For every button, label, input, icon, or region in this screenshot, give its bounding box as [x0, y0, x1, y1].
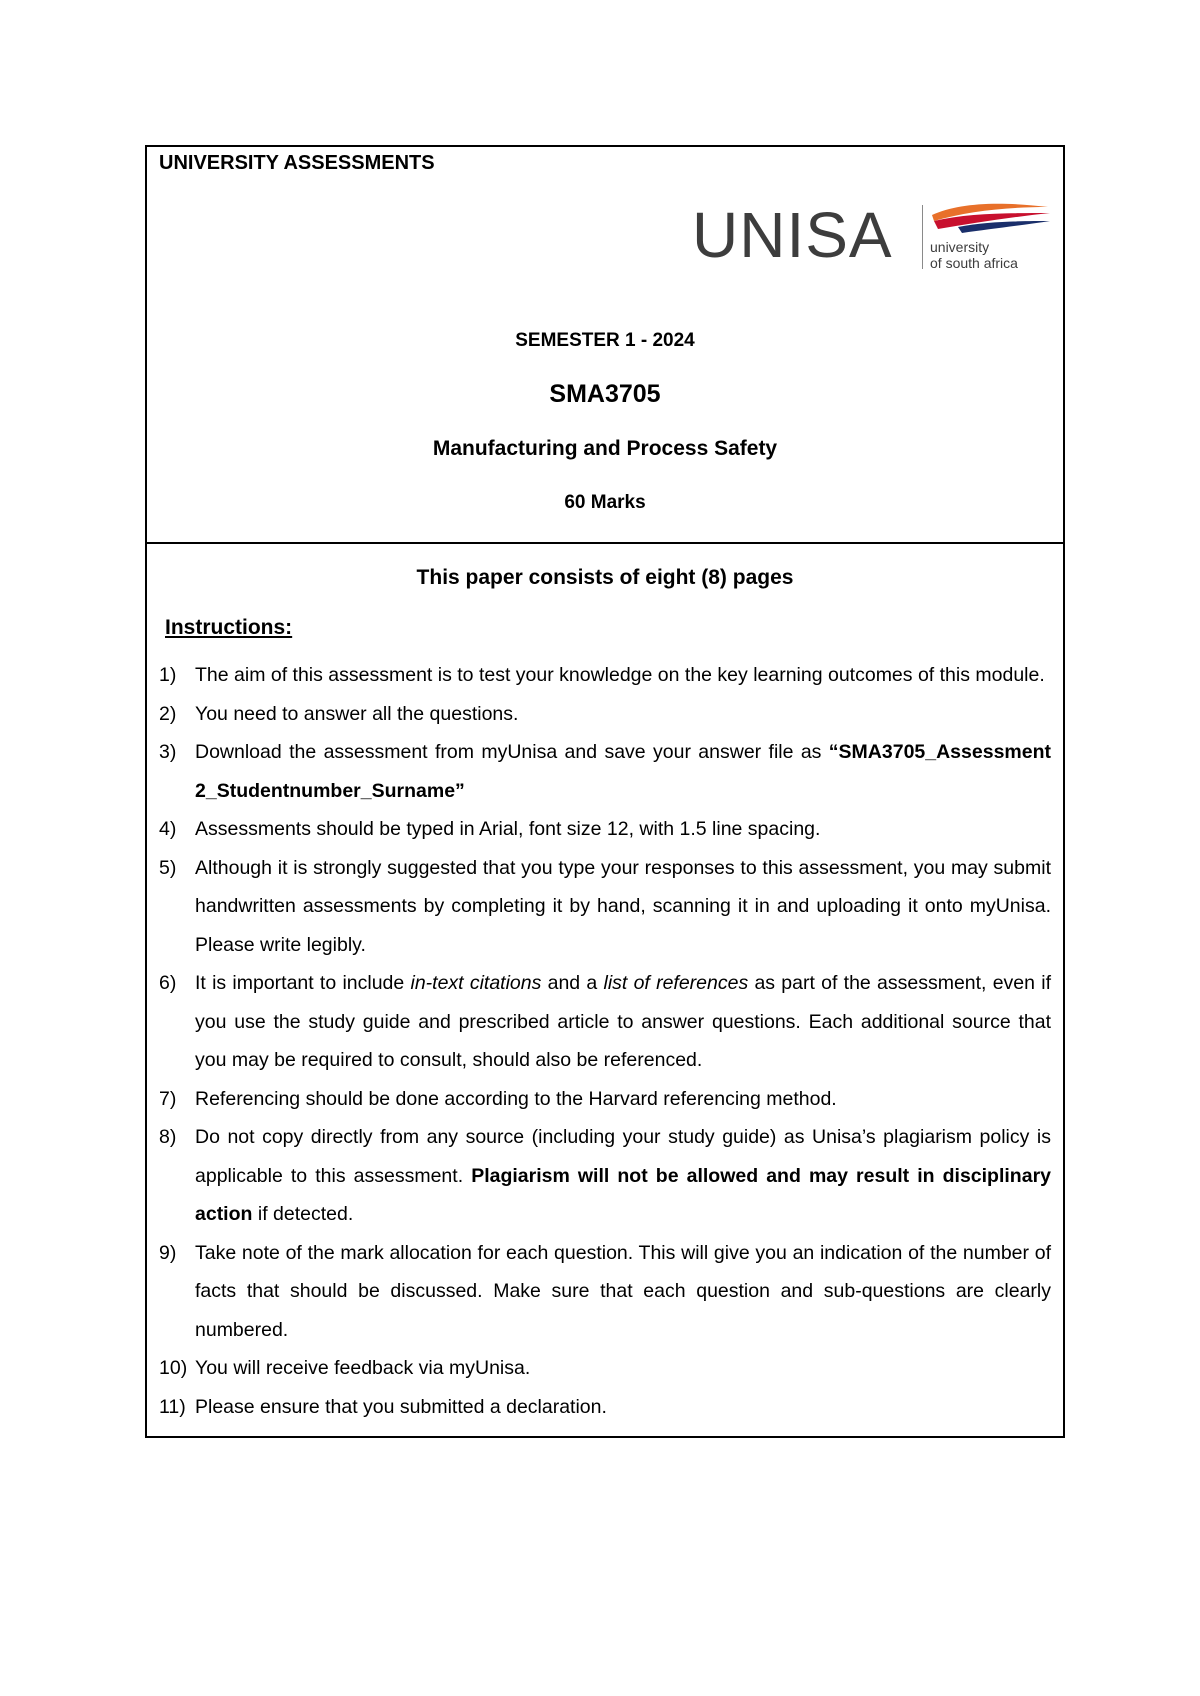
logo-sub-line2: of south africa [930, 255, 1018, 271]
list-of-references-term: list of references [603, 972, 749, 994]
instruction-text: You will receive feedback via myUnisa. [195, 1357, 531, 1379]
instruction-item [159, 810, 1051, 849]
instruction-text: Although it is strongly suggested that you type your responses to this assessment, you may submit handwritten assessments by completing it by hand, scanning it in and uploading it onto myUnisa. Please write legibly. [195, 856, 1051, 956]
instruction-text: It is important to include [195, 972, 411, 994]
instruction-item [159, 849, 1051, 965]
instruction-item [159, 656, 1051, 695]
semester-label: SEMESTER 1 - 2024 [515, 330, 695, 351]
instruction-text: You need to answer all the questions. [195, 702, 519, 725]
instruction-text: The aim of this assessment is to test your knowledge on the key learning outcomes of this module. [195, 664, 1045, 686]
unisa-logo [692, 201, 1052, 281]
instruction-text: Please ensure that you submitted a declaration. [195, 1395, 607, 1418]
cover-header-cell [147, 147, 1063, 544]
instruction-item [159, 733, 1051, 810]
instruction-number: 4) [159, 818, 177, 840]
instruction-item [159, 1349, 1051, 1388]
instruction-text: if detected. [252, 1203, 354, 1225]
logo-wordmark: UNISA [692, 199, 893, 271]
instruction-text: Download the assessment from myUnisa and save your answer file as [195, 741, 829, 763]
instruction-number: 1) [159, 664, 177, 686]
instruction-text: as part of the assessment, even if you use the study guide and prescribed article to answer questions. Each additional source that you may be required to consult, should also be referenced. [195, 972, 1051, 1071]
instruction-item [159, 964, 1051, 1080]
instruction-number: 10) [159, 1357, 188, 1379]
total-marks: 60 Marks [564, 492, 646, 513]
instruction-number: 8) [159, 1126, 177, 1148]
instructions-heading: Instructions: [165, 616, 293, 639]
logo-divider [922, 205, 923, 269]
instruction-item [159, 1388, 1051, 1427]
instruction-item [159, 1118, 1051, 1234]
instruction-text: Referencing should be done according to the Harvard referencing method. [195, 1087, 837, 1110]
instruction-text: Take note of the mark allocation for each question. This will give you an indication of the number of facts that should be discussed. Make sure that each question and sub-questions are clearly numbered. [195, 1241, 1051, 1341]
instruction-text: and a [541, 972, 604, 994]
plagiarism-warning: Plagiarism will not be allowed and may result in disciplinary action [195, 1164, 1051, 1225]
instructions-list [159, 656, 1051, 1426]
instruction-number: 2) [159, 702, 177, 725]
instruction-number: 6) [159, 972, 177, 994]
logo-swoosh-icon [928, 201, 1052, 235]
instruction-item [159, 1234, 1051, 1350]
instruction-number: 3) [159, 741, 177, 763]
module-code: SMA3705 [549, 380, 661, 408]
instruction-number: 5) [159, 856, 177, 879]
in-text-citations-term: in-text citations [410, 972, 542, 994]
logo-sub-line1: university [930, 239, 990, 255]
instruction-text: Assessments should be typed in Arial, font size 12, with 1.5 line spacing. [195, 818, 821, 840]
instruction-number: 9) [159, 1241, 177, 1264]
instruction-number: 7) [159, 1087, 177, 1110]
instruction-text: Do not copy directly from any source (including your study guide) as Unisa’s plagiarism policy is applicable to this assessment. [195, 1126, 1051, 1187]
university-assessments-label: UNIVERSITY ASSESSMENTS [159, 152, 435, 174]
instructions-cell [147, 544, 1063, 1436]
filename-format: “SMA3705_Assessment 2_Studentnumber_Surname” [195, 741, 1051, 802]
instruction-item [159, 695, 1051, 734]
logo-subtitle [930, 239, 1018, 271]
instruction-number: 11) [159, 1395, 186, 1418]
module-title: Manufacturing and Process Safety [432, 437, 778, 460]
assessment-cover-table [145, 145, 1065, 1438]
page-count-note: This paper consists of eight (8) pages [416, 566, 794, 589]
instruction-item [159, 1080, 1051, 1119]
